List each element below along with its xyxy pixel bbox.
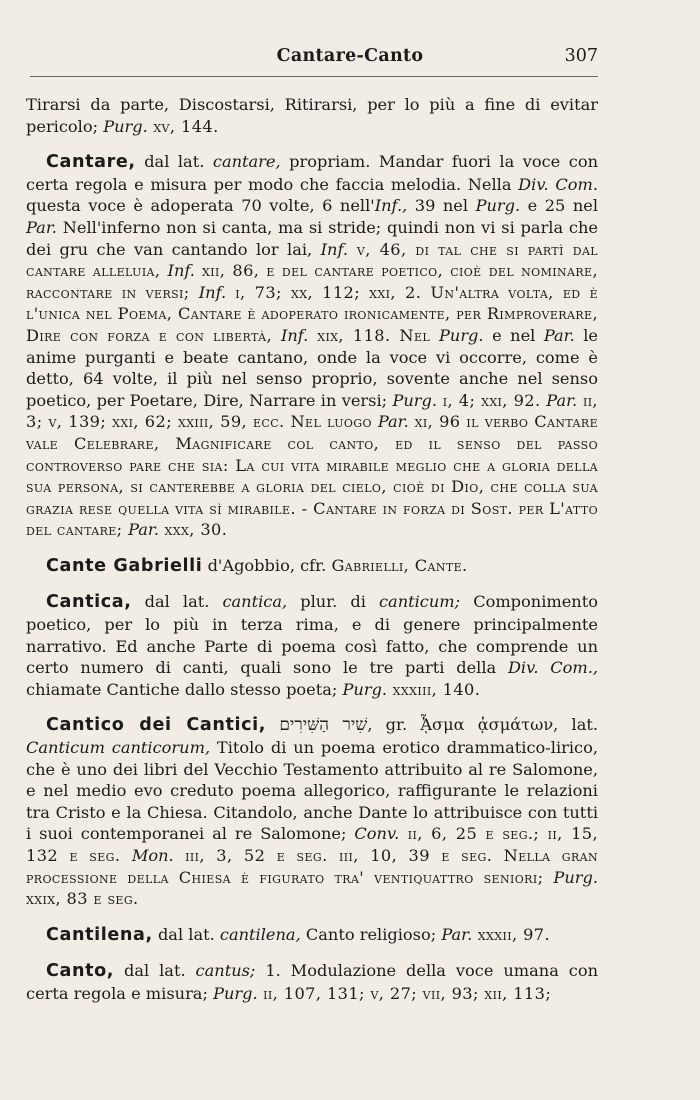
text-run: Titolo di un poema erotico drammatico-lirico, che è uno dei libri del Vecchio Testamento attribuito al re Salomone, e nel medio evo creduto poema allegorico, raffigurante le relazioni tra Cristo e la Chiesa. Citandolo, anche Dante lo attribuisce con tutti i suoi contemporanei al re Salomone;	[26, 738, 598, 844]
text-run: ii, 107, 131; v, 27; vii, 93; xii, 113;	[257, 983, 552, 1003]
text-run: dal lat.	[152, 924, 220, 944]
entry-cantilena	[26, 924, 598, 947]
headword: Canto,	[46, 961, 115, 982]
running-header	[0, 46, 700, 72]
entry-text	[26, 555, 598, 578]
text-run: Canto religioso;	[300, 924, 442, 944]
citation: Inf.	[198, 282, 227, 302]
text-run: plur. di	[287, 592, 379, 612]
text-run: dal lat.	[114, 961, 196, 981]
text-run: Tirarsi da parte, Discostarsi, Ritirarsi, per lo più a fine di evitar pericolo;	[26, 95, 598, 136]
headword: Cantica,	[46, 592, 132, 613]
text-run: chiamate Cantiche dallo stesso poeta;	[26, 679, 343, 699]
text-run: i, 4; xxi, 92.	[437, 390, 547, 410]
text-run: Nell'inferno non si canta, ma si stride; quindi non vi si parla che dei gru che van cantando lor lai,	[26, 217, 598, 259]
text-run: le anime purganti e beate cantano, onde la voce vi occorre, come è detto, 64 volte, il più nel senso proprio, sovente anche nel senso poetico, per Poetare, Dire, Narrare in versi;	[26, 325, 598, 410]
text-run: xi, 96 il verbo Cantare vale Celebrare, Magnificare col canto, ed il senso del passo controverso pare che sia: La cui vita mirabile meglio che a gloria della sua persona, si canterebbe a gloria del cielo, cioè di Dio, che colla sua grazia rese quella vita sì mirabile. - Cantare in forza di Sost. per L'atto del cantare;	[26, 412, 598, 540]
text-run: , gr.	[367, 715, 421, 735]
citation: Inf.	[280, 325, 309, 345]
latin-term: cantica,	[222, 592, 288, 612]
latin-term: cantilena,	[219, 924, 301, 944]
citation: Par.	[377, 412, 409, 432]
text-run: 1. Modulazione della voce umana con certa regola e misura;	[26, 961, 599, 1003]
text-run: xii, 86, e del cantare poetico, cioè del nominare, raccontare in versi;	[26, 261, 599, 302]
citation: Inf.,	[374, 196, 408, 216]
citation: Purg.	[213, 983, 258, 1003]
citation: Par.	[546, 390, 578, 410]
citation: Inf.	[167, 261, 195, 281]
headword: Cante Gabrielli	[46, 555, 203, 576]
latin-term: cantus;	[195, 961, 256, 981]
text-run: v, 46, di tal che si partì dal cantare alleluia,	[26, 239, 598, 281]
citation: Inf.	[320, 239, 349, 259]
text-run: e 25 nel	[520, 196, 599, 216]
latin-term: cantare,	[212, 152, 281, 172]
text-run: xxx, 30.	[159, 520, 228, 540]
running-title: Cantare-Canto	[276, 46, 424, 66]
entry-text	[26, 151, 598, 541]
entry-canto	[26, 960, 598, 1004]
header-rule	[30, 76, 598, 77]
entry-text	[26, 924, 598, 947]
headword: Cantilena,	[46, 924, 153, 945]
hebrew-title: שִׁיר הַשִּׁירִים	[279, 715, 368, 736]
text-run: ii, 6, 25 e seg.; ii, 15, 132 e seg.	[26, 824, 599, 865]
cross-reference: Gabrielli, Cante.	[331, 555, 468, 575]
text-run: e nel	[483, 325, 544, 345]
citation: Par.	[26, 217, 57, 237]
citation: Conv.	[354, 824, 400, 844]
entry-cantico-dei-cantici	[26, 714, 598, 909]
citation: Par.	[441, 924, 473, 944]
text-run: xxix, 83 e seg.	[26, 889, 139, 909]
text-run: 39 nel	[407, 196, 476, 216]
citation: Purg.	[392, 390, 438, 410]
text-run: ii, 3; v, 139; xxi, 62; xxiii, 59, ecc. Nel luogo	[26, 390, 598, 432]
entry-text	[26, 94, 598, 137]
text-run: questa voce è adoperata 70 volte, 6 nell'	[26, 196, 375, 216]
latin-term: Canticum canticorum,	[26, 738, 211, 758]
citation: Purg.	[342, 679, 388, 699]
citation: Purg.	[439, 325, 484, 345]
citation: Purg.	[553, 867, 598, 887]
entry-text	[26, 714, 598, 909]
text-run: xxxiii, 140.	[387, 679, 481, 699]
entry-tirarsi-continuation	[26, 94, 598, 137]
text-run: iii, 3, 52 e seg. iii, 10, 39 e seg. Nella gran processione della Chiesa è figurato tra' ventiquattro seniori;	[26, 846, 599, 887]
citation: Purg.	[475, 196, 521, 216]
citation: Par.	[128, 520, 159, 540]
text-run: Componimento poetico, per lo più in terza rima, e di genere principalmente narrativo. Ed anche Parte di poema così fatto, che comprende un certo numero di canti, quali sono le tre parti della	[26, 592, 598, 678]
entry-text	[26, 591, 598, 700]
entry-cante-gabrielli	[26, 555, 598, 578]
headword: Cantare,	[46, 152, 136, 173]
text-run: d'Agobbio, cfr.	[202, 555, 332, 575]
latin-term: canticum;	[378, 592, 461, 612]
entry-text	[26, 960, 598, 1004]
text-run: xv, 144.	[147, 116, 219, 136]
text-run: propriam. Mandar fuori la voce con certa regola e misura per modo che faccia melodia. Nella	[26, 152, 599, 194]
headword: Cantico dei Cantici,	[46, 715, 267, 736]
greek-title: ᾎσμα ᾀσμάτων,	[420, 715, 559, 735]
entry-cantare	[26, 151, 598, 541]
text-run: dal lat.	[131, 592, 223, 612]
text-run: dal lat.	[135, 152, 213, 172]
citation: Par.	[543, 325, 575, 345]
text-run: xxxii, 97.	[472, 924, 551, 944]
text-run: i, 73; xx, 112; xxi, 2. Un'altra volta, ed è l'unica nel Poema, Cantare è adoperato ironicamente, per Rimproverare, Dire con forza e con libertà,	[26, 282, 598, 345]
page-number: 307	[564, 46, 598, 66]
citation: Div. Com.,	[507, 658, 598, 678]
citation: Div. Com.	[518, 174, 598, 194]
dictionary-body	[26, 94, 598, 1019]
citation: Mon.	[131, 846, 174, 865]
text-run: xix, 118. Nel	[308, 325, 439, 345]
citation: Purg.	[103, 116, 148, 136]
text-run: lat.	[558, 715, 599, 735]
entry-cantica	[26, 591, 598, 700]
